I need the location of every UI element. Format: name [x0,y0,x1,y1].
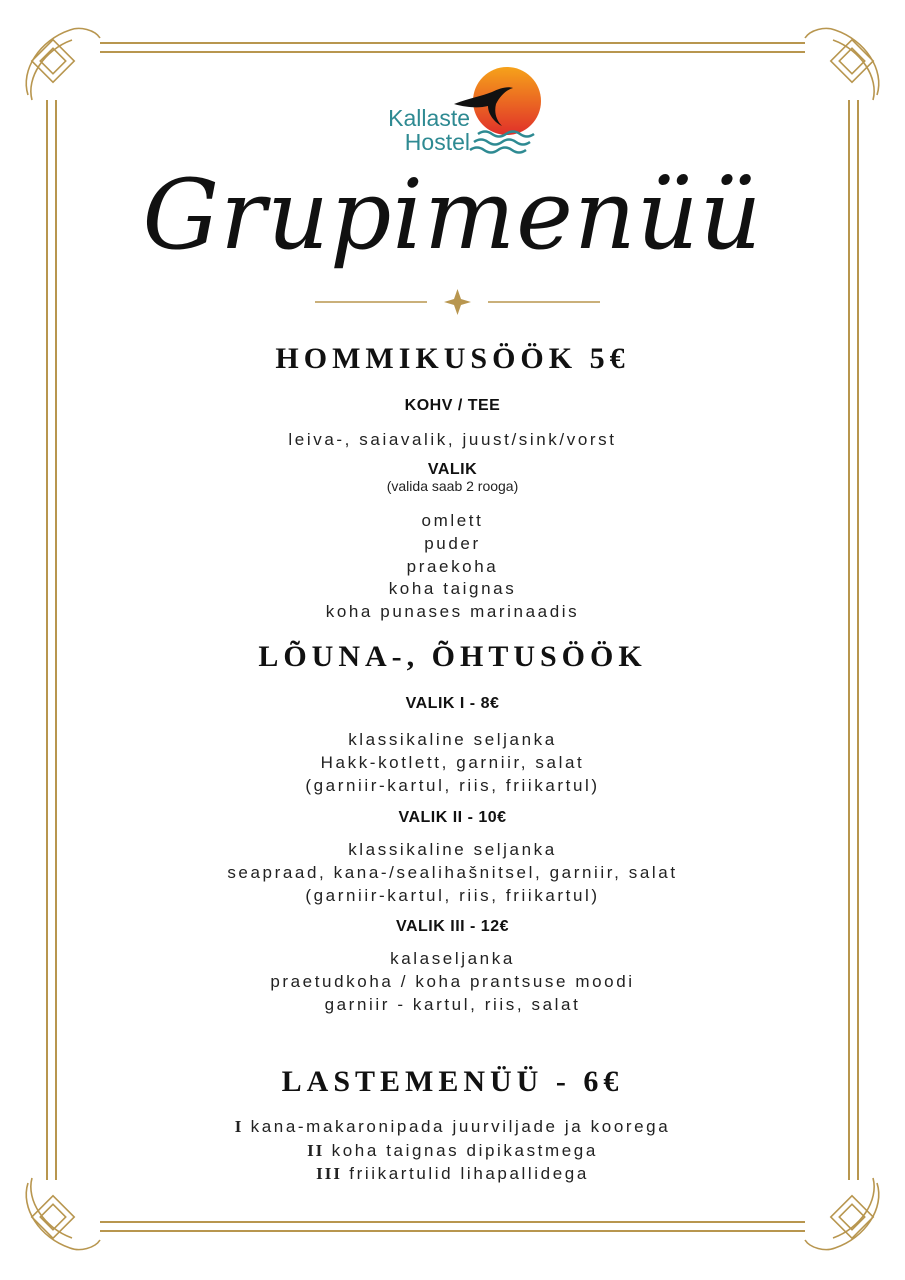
kids-item-number: I [234,1117,244,1136]
kids-item-text: friikartulid lihapallidega [349,1164,589,1183]
corner-ornament-top-left [26,28,100,100]
lunch-choice-line: kalaseljanka [390,949,515,968]
kids-item-number: III [316,1164,342,1183]
title-divider [315,288,600,316]
kids-heading: LASTEMENÜÜ - 6€ [281,1065,624,1098]
kids-item-text: kana-makaronipada juurviljade ja koorega [250,1117,671,1136]
breakfast-option: koha punases marinaadis [325,602,580,621]
kids-item-text: koha taignas dipikastmega [331,1141,598,1160]
corner-ornament-bottom-right [805,1178,879,1250]
lunch-choice-line: klassikaline seljanka [348,840,557,859]
kids-item [0,1162,905,1185]
hostel-logo [370,64,545,164]
breakfast-option: koha taignas [388,579,517,598]
lunch-choice-label: VALIK III - 12€ [395,918,509,935]
breakfast-option: puder [424,534,481,553]
lunch-choice-line: Hakk-kotlett, garniir, salat [320,753,585,772]
corner-ornament-bottom-left [26,1178,100,1250]
kids-item [0,1139,905,1162]
kids-item-number: II [307,1141,325,1160]
lunch-choice-line: klassikaline seljanka [348,730,557,749]
lunch-choice-line: (garniir-kartul, riis, friikartul) [305,886,600,905]
breakfast-included: leiva-, saiavalik, juust/sink/vorst [288,430,617,449]
breakfast-option: omlett [421,511,484,530]
lunch-heading: LÕUNA-, ÕHTUSÖÖK [258,640,647,673]
breakfast-choice-label: VALIK [427,461,478,478]
menu-title: Grupimenüü [142,159,763,271]
corner-ornament-top-right [805,28,879,100]
breakfast-heading: HOMMIKUSÖÖK 5€ [275,342,630,375]
lunch-choice-line: garniir - kartul, riis, salat [324,995,581,1014]
lunch-choice-line: praetudkoha / koha prantsuse moodi [270,972,635,991]
lunch-choice-line: seapraad, kana-/sealihašnitsel, garniir, salat [227,863,678,882]
kids-item [0,1115,905,1138]
breakfast-option: praekoha [406,557,499,576]
logo-text [370,106,470,154]
breakfast-choice-note: (valida saab 2 rooga) [386,478,519,494]
sparkle-icon [444,289,471,315]
logo-line1: Kallaste [388,105,470,131]
lunch-choice-label: VALIK I - 8€ [405,695,500,712]
lunch-choice-label: VALIK II - 10€ [398,809,507,826]
logo-line2: Hostel [404,129,470,155]
breakfast-drinks: KOHV / TEE [404,397,501,414]
lunch-choice-line: (garniir-kartul, riis, friikartul) [305,776,600,795]
